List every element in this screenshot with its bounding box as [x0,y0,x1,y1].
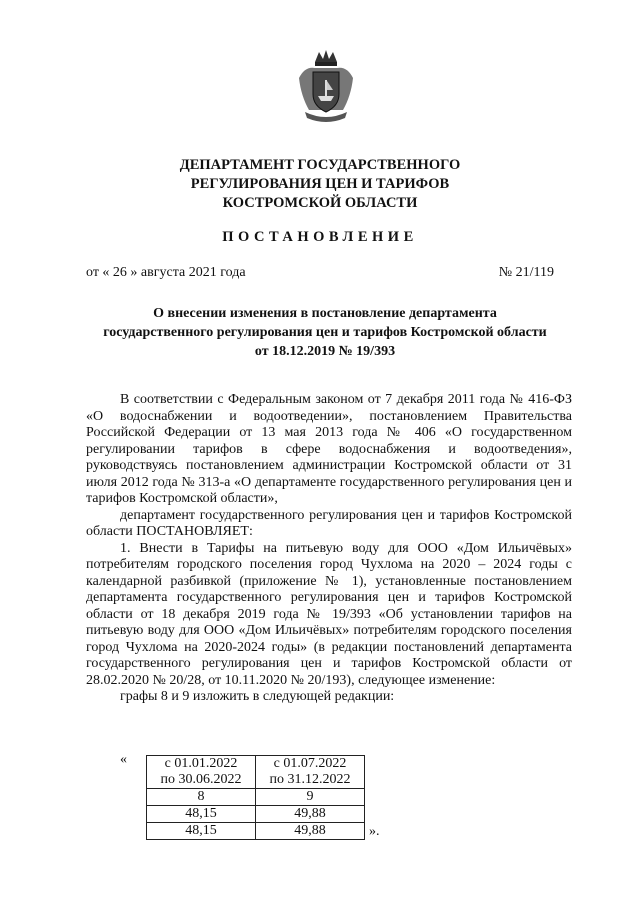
period-start-2: с 01.07.2022 [273,756,347,771]
table-row [147,823,365,840]
table-header-cell [147,756,256,789]
document-subject [80,304,570,361]
table-cell: 9 [256,789,365,806]
document-date: от « 26 » августа 2021 года [86,265,246,280]
body-paragraph-preamble: В соответствии с Федеральным законом от 7 декабря 2011 года № 416-ФЗ «О водоснабжении и водоотведении», постановлением Правительства Российской Федерации от 13 мая 2013 года № 406 «О государственном регулировании тарифов в сфере водоснабжения и водоотведения», руководствуясь постановлением администрации Костромской области от 31 июля 2012 года № 313-а «О департаменте государственного регулирования цен и тарифов Костромской области», [86,392,572,506]
body-paragraph-item-1: 1. Внести в Тарифы на питьевую воду для ООО «Дом Ильичёвых» потребителям городского поселения город Чухлома на 2020 – 2024 годы с календарной разбивкой (приложение № 1), установленные постановлением департамента государственного регулирования цен и тарифов Костромской области от 18 декабря 2019 года № 19/393 «Об установлении тарифов на питьевую воду для ООО «Дом Ильичёвых» потребителям городского поселения город Чухлома на 2020-2024 годы» (в редакции постановлений департамента государственного регулирования цен и тарифов Костромской области от 28.02.2020 № 20/28, от 10.11.2020 № 20/193), следующее изменение: [86,540,572,688]
document-type-title: ПОСТАНОВЛЕНИЕ [222,229,418,245]
document-number: № 21/119 [498,265,554,280]
subject-line-3: от 18.12.2019 № 19/393 [254,344,396,359]
subject-line-2: государственного регулирования цен и тарифов Костромской области [103,325,547,340]
period-end-2: по 31.12.2022 [269,772,351,787]
header-line-1: ДЕПАРТАМЕНТ ГОСУДАРСТВЕННОГО [179,157,461,173]
body-paragraph-instruction: графы 8 и 9 изложить в следующей редакции: [120,689,395,704]
document-body [86,392,572,706]
subject-line-1: О внесении изменения в постановление департамента [153,306,497,321]
table-cell: 48,15 [147,823,256,840]
department-header [0,156,640,213]
coat-of-arms-icon [295,48,357,128]
header-line-3: КОСТРОМСКОЙ ОБЛАСТИ [222,195,418,211]
body-paragraph-resolves: департамент государственного регулирования цен и тарифов Костромской области ПОСТАНОВЛЯЕТ: [86,507,572,539]
table-cell: 49,88 [256,823,365,840]
period-start-1: с 01.01.2022 [164,756,238,771]
table-header-cell [256,756,365,789]
table-row [147,789,365,806]
header-line-2: РЕГУЛИРОВАНИЯ ЦЕН И ТАРИФОВ [190,176,450,192]
table-cell: 49,88 [256,806,365,823]
table-cell: 48,15 [147,806,256,823]
tariff-table [146,755,365,840]
period-end-1: по 30.06.2022 [160,772,242,787]
quote-open: « [120,752,127,767]
table-cell: 8 [147,789,256,806]
table-row [147,756,365,789]
table-row [147,806,365,823]
quote-close: ». [369,824,380,839]
